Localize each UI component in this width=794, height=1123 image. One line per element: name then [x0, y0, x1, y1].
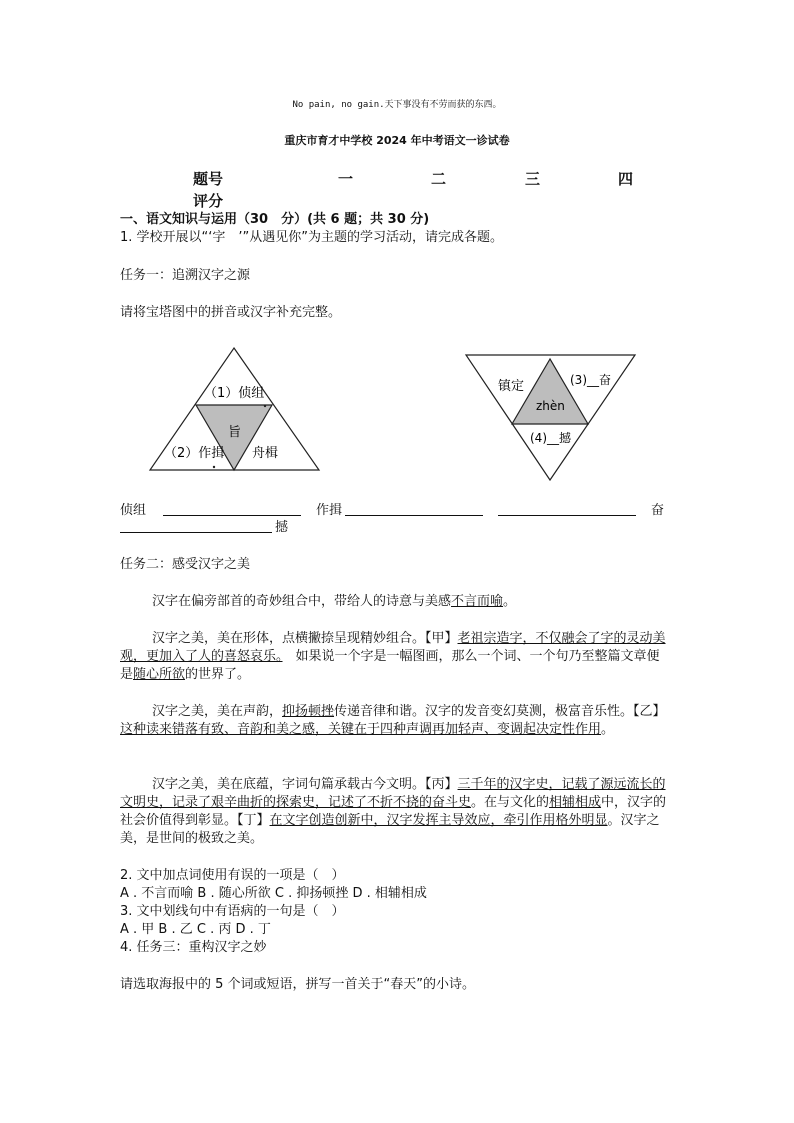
dotted-word-d: 相辅相成	[549, 795, 602, 810]
table-header-four: 四	[618, 170, 634, 188]
underlined-sentence-bing: 三千年的汉字史，记载了源远流长的文明史，记录了艰辛曲折的探索史，记述了不折不挠的奋斗史	[120, 777, 666, 810]
question-3: 3. 文中划线句中有语病的一句是（ ）	[120, 904, 345, 919]
question-4: 4. 任务三：重构汉字之妙	[120, 940, 267, 955]
blank-1-label: 侦组	[120, 503, 147, 518]
diagram-right-left: 镇定	[498, 379, 525, 394]
table-header-one: 一	[338, 170, 354, 188]
task-1-heading: 任务一：追溯汉字之源	[120, 268, 251, 283]
paragraph-3: 汉字之美，美在声韵，抑扬顿挫传递音律和谐。汉字的发音变幻莫测，极富音乐性。【乙】这种读来错落有致、音韵和美之感，关键在于四种声调再加轻声、变调起决定性作用。	[120, 704, 666, 737]
blank-3-label: 奋	[651, 503, 665, 518]
diagram-right-bottom: (4)__撼	[530, 431, 571, 445]
diagram-left-bottom-right: 舟楫	[252, 446, 279, 461]
table-row-label: 评分	[193, 192, 224, 210]
diagram-left-center: 旨	[228, 425, 242, 440]
question-1: 1. 学校开展以“‘字 ’”从遇见你”为主题的学习活动，请完成各题。	[120, 230, 504, 245]
diagram-right-center: zhèn	[536, 399, 565, 413]
pagoda-diagram-left	[148, 345, 322, 473]
task-1-instruction: 请将宝塔图中的拼音或汉字补充完整。	[120, 305, 342, 320]
exam-title: 重庆市育才中学校 2024 年中考语文一诊试卷	[284, 134, 510, 147]
motto: No pain, no gain.天下事没有不劳而获的东西。	[292, 100, 502, 110]
question-3-options: A . 甲 B . 乙 C . 丙 D . 丁	[120, 922, 271, 937]
underlined-sentence-jia: 老祖宗造字，不仅融会了字的灵动美观，更加入了人的喜怒哀乐。	[120, 631, 666, 664]
question-2-options: A . 不言而喻 B . 随心所欲 C . 抑扬顿挫 D . 相辅相成	[120, 886, 427, 901]
answer-blank-1[interactable]	[163, 501, 301, 516]
dotted-word-b: 随心所欲	[133, 667, 186, 682]
paragraph-4: 汉字之美，美在底蕴，字词句篇承载古今文明。【丙】三千年的汉字史，记载了源远流长的文明史，记录了艰辛曲折的探索史，记述了不折不挠的奋斗史。在与文化的相辅相成中，汉字的社会价值得到彰显。【丁】在文字创造创新中，汉字发挥主导效应，牵引作用格外明显。汉字之美，是世间的极致之美。	[120, 777, 667, 846]
dotted-word-a: 不言而喻	[451, 594, 504, 609]
emphasis-dot	[213, 466, 215, 468]
paragraph-2: 汉字之美，美在形体，点横撇捺呈现精妙组合。【甲】老祖宗造字，不仅融会了字的灵动美观，更加入了人的喜怒哀乐。 如果说一个字是一幅图画，那么一个词、一个句乃至整篇文章便是随心所欲的世界了。	[120, 631, 666, 682]
task-2-heading: 任务二：感受汉字之美	[120, 557, 251, 572]
table-header-two: 二	[431, 170, 447, 188]
underlined-sentence-ding: 在文字创造创新中，汉字发挥主导效应，牵引作用格外明显	[269, 813, 608, 828]
underlined-sentence-yi: 这种读来错落有致、音韵和美之感，关键在于四种声调再加轻声、变调起决定性作用	[120, 722, 602, 737]
question-4-instruction: 请选取海报中的 5 个词或短语，拼写一首关于“春天”的小诗。	[120, 977, 476, 992]
pagoda-diagram-right	[464, 352, 638, 484]
diagram-left-bottom-left: （2）作揖	[164, 446, 225, 461]
diagram-right-right: (3)__奋	[570, 373, 611, 387]
answer-blank-2[interactable]	[345, 501, 483, 516]
emphasis-dot	[264, 405, 266, 407]
table-header-three: 三	[525, 170, 541, 188]
table-header-item: 题号	[193, 170, 224, 188]
question-2: 2. 文中加点词使用有误的一项是（ ）	[120, 868, 345, 883]
answer-blank-3[interactable]	[498, 501, 636, 516]
blank-2-label: 作揖	[316, 503, 343, 518]
dotted-word-c: 抑扬顿挫	[282, 704, 335, 719]
blank-4-label: 撼	[275, 520, 289, 535]
diagram-left-top: （1）侦组	[204, 386, 265, 401]
paragraph-1: 汉字在偏旁部首的奇妙组合中，带给人的诗意与美感不言而喻。	[152, 594, 517, 609]
section-heading: 一、语文知识与运用（30 分）(共 6 题；共 30 分)	[120, 212, 430, 227]
answer-blank-4[interactable]	[120, 518, 272, 533]
